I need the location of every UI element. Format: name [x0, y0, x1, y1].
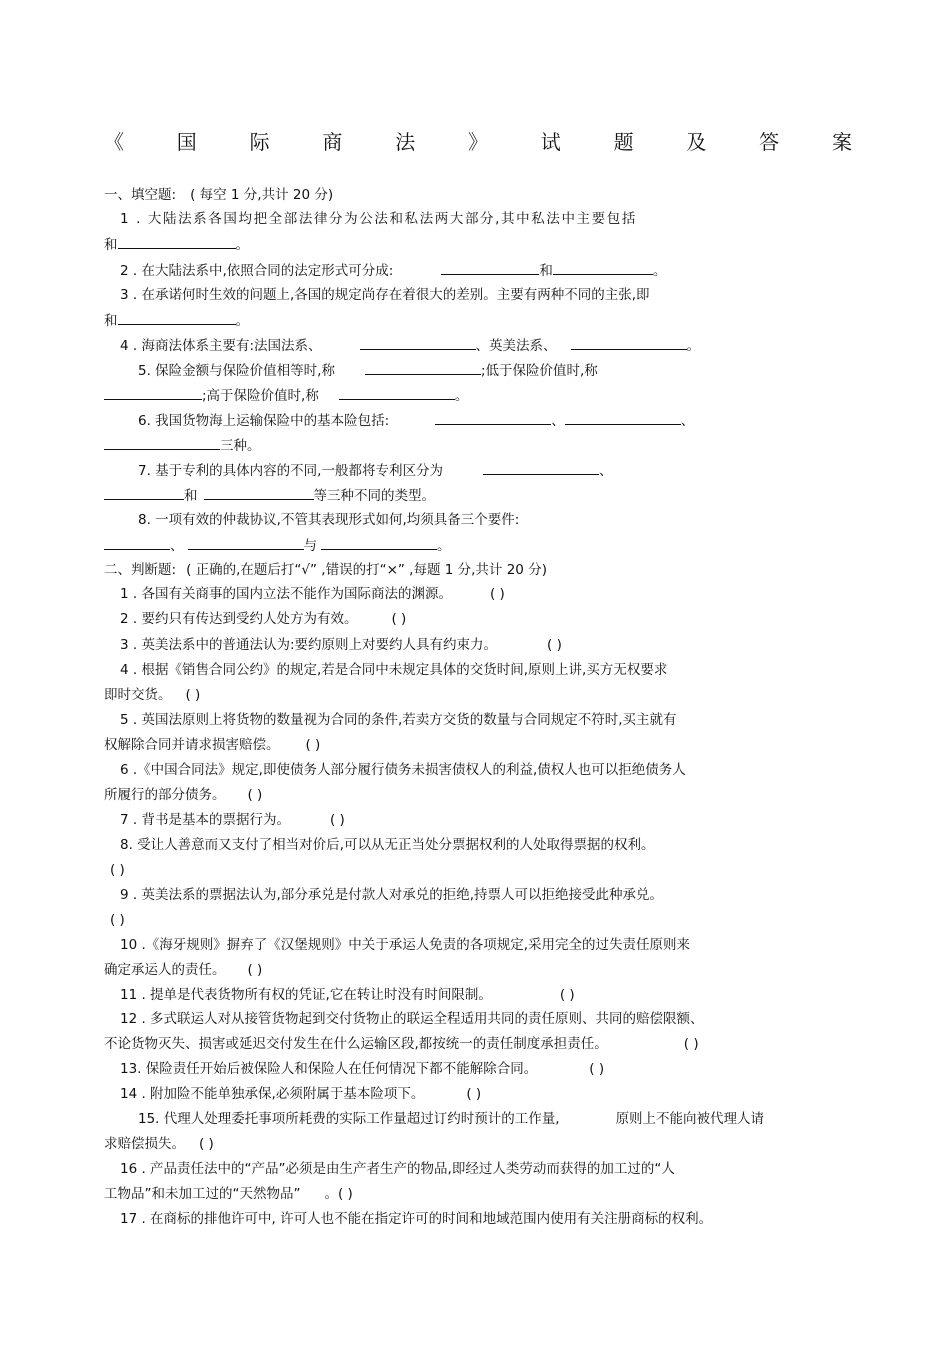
judge-q15-line2: 求赔偿损失。 ( ) — [104, 1136, 214, 1152]
judge-q14: 14 . 附加险不能单独承保,必须附属于基本险项下。 ( ) — [120, 1086, 482, 1102]
judge-q4-line2: 即时交货。 ( ) — [104, 687, 201, 703]
answer-parentheses[interactable]: ( ) — [110, 912, 125, 928]
judge-q4-line1: 4 . 根据《销售合同公约》的规定,若是合同中未规定具体的交货时间,原则上讲,买方无权要求 — [120, 662, 668, 678]
answer-parentheses[interactable]: ( ) — [547, 637, 562, 653]
answer-parentheses[interactable]: ( ) — [391, 611, 407, 627]
fill-q3-line1: 3 . 在承诺何时生效的问题上,各国的规定尚存在着很大的差别。主要有两种不同的主张,即 — [120, 287, 650, 303]
section1-note: ( 每空 1 分,共计 20 分) — [190, 187, 334, 203]
fill-q1-line2: 和 。 — [104, 234, 249, 255]
title-char: 商 — [322, 130, 343, 154]
answer-parentheses[interactable]: ( ) — [559, 987, 575, 1003]
answer-blank[interactable] — [571, 335, 687, 350]
fill-q6-line1: 6. 我国货物海上运输保险中的基本险包括: 、 、 — [138, 410, 694, 431]
answer-parentheses[interactable]: ( ) — [247, 787, 263, 803]
answer-parentheses[interactable]: ( ) — [247, 962, 263, 978]
title-char: 法 — [395, 130, 416, 154]
fill-q6-line2: 三种。 — [104, 435, 261, 456]
answer-blank[interactable] — [483, 460, 599, 475]
fill-q8-line1: 8. 一项有效的仲裁协议,不管其表现形式如何,均须具备三个要件: — [138, 512, 520, 528]
answer-parentheses[interactable]: ( ) — [329, 812, 345, 828]
section1-heading: 一、填空题: ( 每空 1 分,共计 20 分) — [104, 187, 334, 203]
answer-blank[interactable] — [435, 410, 551, 425]
judge-q12-line2: 不论货物灭失、损害或延迟交付发生在什么运输区段,都按统一的责任制度承担责任。 ( ) — [104, 1036, 699, 1052]
answer-blank[interactable] — [104, 535, 170, 550]
judge-q9-line2 — [110, 910, 125, 930]
judge-q8-line2 — [110, 860, 125, 880]
answer-blank[interactable] — [360, 335, 476, 350]
answer-parentheses[interactable]: ( ) — [185, 687, 201, 703]
judge-q15-line1: 15. 代理人处理委托事项所耗费的实际工作量超过订约时预计的工作量, 原则上不能向被代理人请 — [138, 1111, 765, 1127]
judge-q10-line2: 确定承运人的责任。 ( ) — [104, 962, 263, 978]
answer-parentheses[interactable]: ( ) — [110, 862, 125, 878]
answer-blank[interactable] — [441, 260, 539, 275]
judge-q11: 11 . 提单是代表货物所有权的凭证,它在转让时没有时间限制。 ( ) — [120, 987, 575, 1003]
answer-blank[interactable] — [321, 535, 437, 550]
section2-heading: 二、判断题: ( 正确的,在题后打“√” ,错误的打“×” ,每题 1 分,共计 20 分) — [104, 562, 547, 578]
title-char: 试 — [540, 130, 561, 154]
answer-blank[interactable] — [118, 310, 236, 325]
fill-q8-line2: 、 与 。 — [104, 535, 451, 556]
fill-q3-line2: 和 。 — [104, 310, 249, 331]
answer-parentheses[interactable]: ( ) — [489, 586, 505, 602]
answer-blank[interactable] — [365, 360, 481, 375]
title-char: 案 — [831, 130, 852, 154]
judge-q16-line1: 16 . 产品责任法中的“产品”必须是由生产者生产的物品,即经过人类劳动而获得的加工过的“人 — [120, 1161, 675, 1177]
answer-blank[interactable] — [104, 385, 202, 400]
fill-q5-line2: ;高于保险价值时,称 。 — [104, 385, 468, 406]
answer-blank[interactable] — [565, 410, 681, 425]
judge-q1: 1 . 各国有关商事的国内立法不能作为国际商法的渊源。 ( ) — [120, 586, 505, 602]
answer-parentheses[interactable]: ( ) — [466, 1086, 482, 1102]
judge-q17: 17 . 在商标的排他许可中, 许可人也不能在指定许可的时间和地域范围内使用有关注册商标的权利。 — [120, 1211, 713, 1227]
title-char: 国 — [176, 130, 197, 154]
judge-q10-line1: 10 .《海牙规则》摒弃了《汉堡规则》中关于承运人免责的各项规定,采用完全的过失责任原则来 — [120, 937, 691, 953]
judge-q5-line1: 5 . 英国法原则上将货物的数量视为合同的条件,若卖方交货的数量与合同规定不符时,买主就有 — [120, 712, 677, 728]
judge-q5-line2: 权解除合同并请求损害赔偿。 ( ) — [104, 737, 321, 753]
judge-q2: 2 . 要约只有传达到受约人处方为有效。 ( ) — [120, 611, 407, 627]
answer-blank[interactable] — [339, 385, 455, 400]
judge-q6-line1: 6 .《中国合同法》规定,即使债务人部分履行债务未损害债权人的利益,债权人也可以拒绝债务人 — [120, 762, 686, 778]
answer-parentheses[interactable]: ( ) — [589, 1061, 605, 1077]
title-char: 题 — [613, 130, 634, 154]
answer-blank[interactable] — [104, 485, 184, 500]
title-char: 》 — [467, 130, 488, 154]
judge-q6-line2: 所履行的部分债务。 ( ) — [104, 787, 263, 803]
judge-q7: 7 . 背书是基本的票据行为。 ( ) — [120, 812, 345, 828]
judge-q8-line1: 8. 受让人善意而又支付了相当对价后,可以从无正当处分票据权利的人处取得票据的权利。 — [120, 837, 655, 853]
judge-q13: 13. 保险责任开始后被保险人和保险人在任何情况下都不能解除合同。 ( ) — [120, 1061, 605, 1077]
answer-parentheses[interactable]: ( ) — [199, 1136, 214, 1152]
answer-parentheses[interactable]: ( ) — [305, 737, 321, 753]
title-char: 际 — [249, 130, 270, 154]
fill-q7-line2: 和 等三种不同的类型。 — [104, 485, 435, 506]
answer-blank[interactable] — [104, 435, 220, 450]
page-title — [104, 126, 852, 156]
answer-blank[interactable] — [118, 234, 236, 249]
judge-q16-line2: 工物品”和未加工过的“天然物品” 。( ) — [104, 1186, 353, 1202]
title-char: 及 — [686, 130, 707, 154]
answer-blank[interactable] — [188, 535, 304, 550]
answer-parentheses[interactable]: ( ) — [337, 1186, 353, 1202]
judge-q9-line1: 9 . 英美法系的票据法认为,部分承兑是付款人对承兑的拒绝,持票人可以拒绝接受此种承兑。 — [120, 887, 664, 903]
fill-q7-line1: 7. 基于专利的具体内容的不同,一般都将专利区分为 、 — [138, 460, 612, 481]
answer-parentheses[interactable]: ( ) — [683, 1036, 699, 1052]
answer-blank[interactable] — [204, 485, 314, 500]
fill-q1-line1: 1 . 大陆法系各国均把全部法律分为公法和私法两大部分,其中私法中主要包括 — [120, 211, 637, 227]
answer-blank[interactable] — [553, 260, 653, 275]
fill-q2: 2 . 在大陆法系中,依照合同的法定形式可分成: 和 。 — [120, 260, 666, 281]
fill-q5-line1: 5. 保险金额与保险价值相等时,称 ;低于保险价值时,称 — [138, 360, 598, 381]
judge-q12-line1: 12 . 多式联运人对从接管货物起到交付货物止的联运全程适用共同的责任原则、共同的赔偿限额、 — [120, 1011, 704, 1027]
judge-q3: 3 . 英美法系中的普通法认为:要约原则上对要约人具有约束力。 ( ) — [120, 637, 562, 653]
section2-note: ( 正确的,在题后打“√” ,错误的打“×” ,每题 1 分,共计 20 分) — [186, 562, 547, 578]
fill-q4: 4 . 海商法体系主要有:法国法系、 、英美法系、 。 — [120, 335, 700, 356]
title-char: 《 — [104, 130, 124, 154]
title-char: 答 — [759, 130, 780, 154]
